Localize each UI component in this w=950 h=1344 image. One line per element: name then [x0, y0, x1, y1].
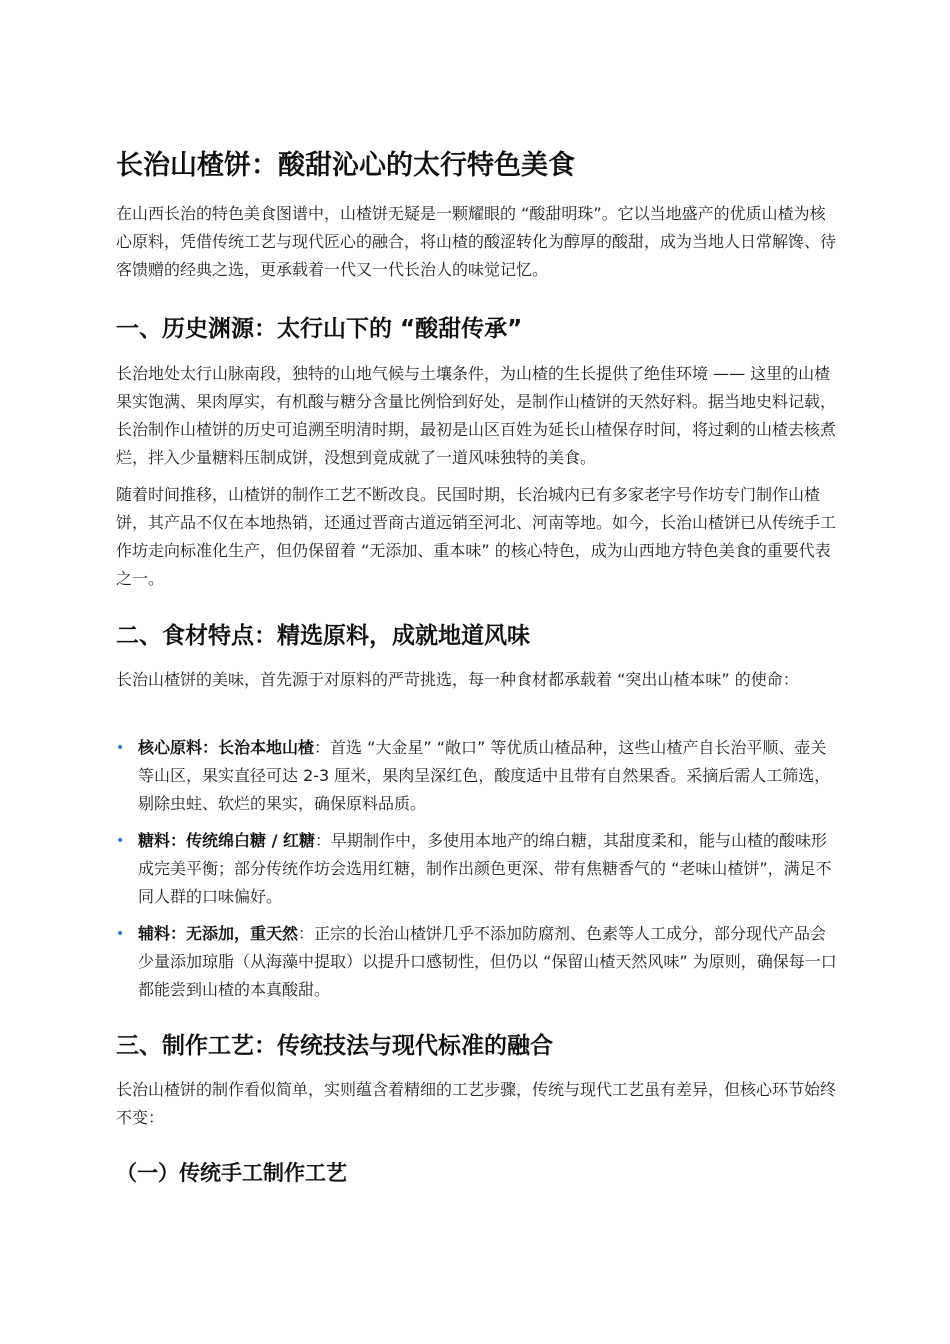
list-item — [116, 734, 840, 818]
section-3-intro: 长治山楂饼的制作看似简单，实则蕴含着精细的工艺步骤，传统与现代工艺虽有差异，但核心环节始终不变： — [116, 1080, 837, 1127]
section-1-heading: 一、历史渊源：太行山下的 “酸甜传承” — [116, 316, 523, 342]
section-3-subheading: （一）传统手工制作工艺 — [116, 1161, 347, 1185]
list-item-text: ：首选 “大金星” “敞口” 等优质山楂品种，这些山楂产自长治平顺、壶关等山区，果实直径可达 2-3 厘米，果肉呈深红色，酸度适中且带有自然果香。采摘后需人工筛选，剔除虫蛀、软烂的果实，确保原料品质。 — [138, 738, 831, 813]
list-item-term: 辅料：无添加，重天然 — [138, 924, 299, 943]
list-item-term: 糖料：传统绵白糖 / 红糖 — [138, 831, 315, 850]
bullet-icon: • — [116, 926, 125, 942]
list-item — [116, 920, 840, 1004]
section-1-paragraph-2: 随着时间推移，山楂饼的制作工艺不断改良。民国时期，长治城内已有多家老字号作坊专门制作山楂饼，其产品不仅在本地热销，还通过晋商古道远销至河北、河南等地。如今，长治山楂饼已从传统手工作坊走向标准化生产，但仍保留着 “无添加、重本味” 的核心特色，成为山西地方特色美食的重要代表之一。 — [116, 485, 837, 588]
list-item — [116, 827, 840, 911]
bullet-icon: • — [116, 740, 125, 756]
section-2-heading: 二、食材特点：精选原料，成就地道风味 — [116, 623, 530, 649]
section-2-intro: 长治山楂饼的美味，首先源于对原料的严苛挑选，每一种食材都承载着 “突出山楂本味” 的使命： — [116, 670, 799, 689]
section-3-heading: 三、制作工艺：传统技法与现代标准的融合 — [116, 1033, 553, 1059]
document-title: 长治山楂饼：酸甜沁心的太行特色美食 — [116, 150, 575, 181]
ingredient-list — [116, 734, 840, 1013]
bullet-icon: • — [116, 833, 125, 849]
section-1-paragraph-1: 长治地处太行山脉南段，独特的山地气候与土壤条件，为山楂的生长提供了绝佳环境 —— 这里的山楂果实饱满、果肉厚实，有机酸与糖分含量比例恰到好处，是制作山楂饼的天然好料。据当地史料记载，长治制作山楂饼的历史可追溯至明清时期，最初是山区百姓为延长山楂保存时间，将过剩的山楂去核煮烂，拌入少量糖料压制成饼，没想到竟成就了一道风味独特的美食。 — [116, 364, 837, 467]
intro-paragraph: 在山西长治的特色美食图谱中，山楂饼无疑是一颗耀眼的 “酸甜明珠”。它以当地盛产的优质山楂为核心原料，凭借传统工艺与现代匠心的融合，将山楂的酸涩转化为醇厚的酸甜，成为当地人日常解馋、待客馈赠的经典之选，更承载着一代又一代长治人的味觉记忆。 — [116, 204, 837, 279]
list-item-term: 核心原料：长治本地山楂 — [138, 738, 315, 757]
list-item-text: ：正宗的长治山楂饼几乎不添加防腐剂、色素等人工成分，部分现代产品会少量添加琼脂（从海藻中提取）以提升口感韧性，但仍以 “保留山楂天然风味” 为原则，确保每一口都能尝到山楂的本真酸甜。 — [138, 924, 837, 999]
list-item-text: ：早期制作中，多使用本地产的绵白糖，其甜度柔和，能与山楂的酸味形成完美平衡；部分传统作坊会选用红糖，制作出颜色更深、带有焦糖香气的 “老味山楂饼”，满足不同人群的口味偏好。 — [138, 831, 832, 906]
